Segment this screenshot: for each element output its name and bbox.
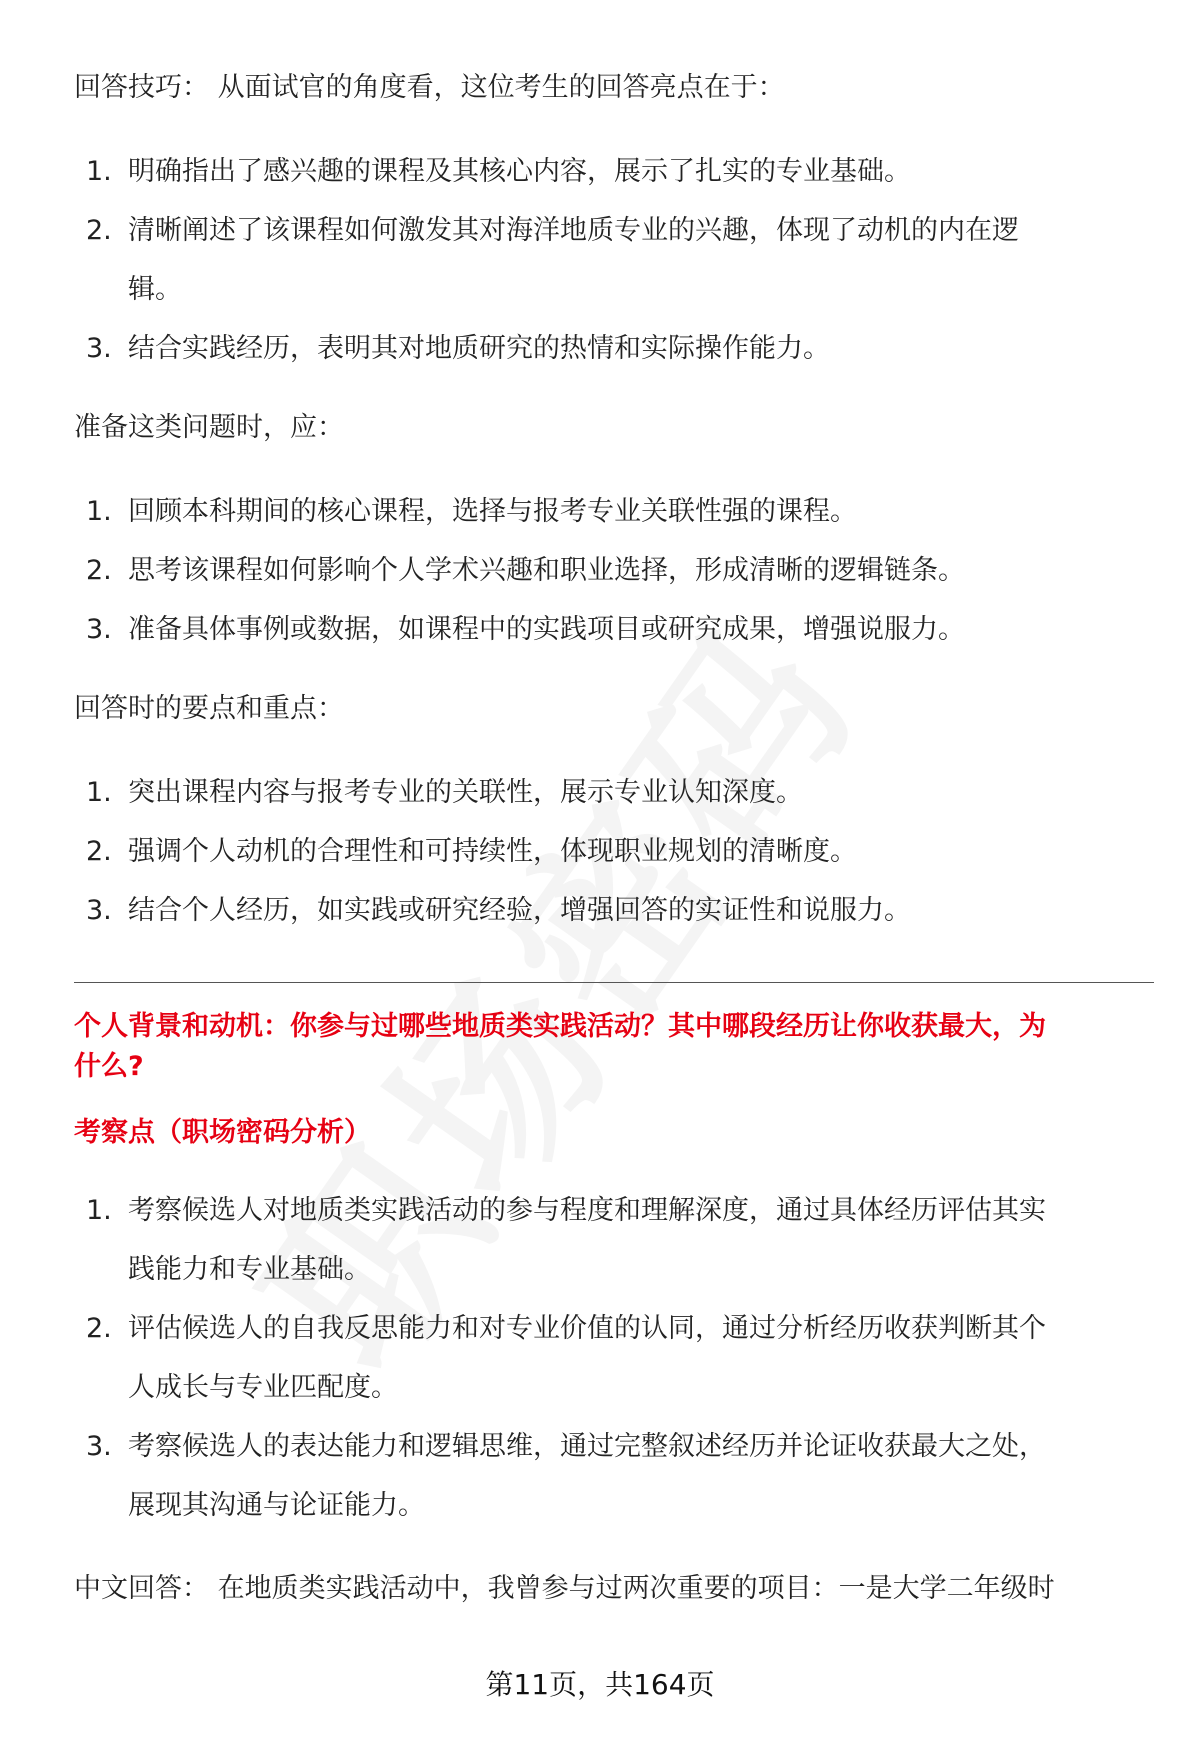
list-item-text: 思考该课程如何影响个人学术兴趣和职业选择，形成清晰的逻辑链条。 <box>128 555 965 586</box>
list-item-text: 考察候选人对地质类实践活动的参与程度和理解深度，通过具体经历评估其实 <box>128 1195 1046 1226</box>
analysis-heading: 考察点（职场密码分析） <box>74 1117 371 1148</box>
list-item <box>74 541 1154 600</box>
list-item <box>74 1417 1154 1535</box>
list-item <box>74 201 1154 319</box>
list-item-text: 回顾本科期间的核心课程，选择与报考专业关联性强的课程。 <box>128 496 857 527</box>
list-number: 3. <box>86 1431 112 1462</box>
answer-tips-list <box>74 142 1154 378</box>
list-number: 1. <box>86 777 112 808</box>
list-item-text: 准备具体事例或数据，如课程中的实践项目或研究成果，增强说服力。 <box>128 614 965 645</box>
list-item-text: 明确指出了感兴趣的课程及其核心内容，展示了扎实的专业基础。 <box>128 156 911 187</box>
list-number: 2. <box>86 555 112 586</box>
list-item <box>74 319 1154 378</box>
list-number: 1. <box>86 496 112 527</box>
list-item <box>74 600 1154 659</box>
key-points-intro: 回答时的要点和重点： <box>74 693 344 724</box>
list-item-text: 突出课程内容与报考专业的关联性，展示专业认知深度。 <box>128 777 803 808</box>
list-item <box>74 822 1154 881</box>
list-item <box>74 142 1154 201</box>
section-divider <box>74 982 1154 983</box>
list-item <box>74 881 1154 940</box>
answer-tips-intro: 回答技巧： 从面试官的角度看，这位考生的回答亮点在于： <box>74 72 785 103</box>
key-points-list <box>74 763 1154 940</box>
analysis-list <box>74 1181 1154 1535</box>
list-item-text-continued: 辑。 <box>128 274 182 305</box>
list-number: 3. <box>86 895 112 926</box>
list-item-text-continued: 践能力和专业基础。 <box>128 1254 371 1285</box>
list-item-text: 结合个人经历，如实践或研究经验，增强回答的实证性和说服力。 <box>128 895 911 926</box>
list-number: 1. <box>86 1195 112 1226</box>
page-footer: 第11页，共164页 <box>485 1668 715 1701</box>
list-item-text: 考察候选人的表达能力和逻辑思维，通过完整叙述经历并论证收获最大之处， <box>128 1431 1046 1462</box>
list-number: 2. <box>86 215 112 246</box>
list-item-text: 评估候选人的自我反思能力和对专业价值的认同，通过分析经历收获判断其个 <box>128 1313 1046 1344</box>
list-number: 2. <box>86 836 112 867</box>
chinese-answer: 中文回答： 在地质类实践活动中，我曾参与过两次重要的项目：一是大学二年级时 <box>74 1573 1055 1604</box>
list-item <box>74 482 1154 541</box>
list-item <box>74 763 1154 822</box>
question-line-2: 什么? <box>74 1051 144 1082</box>
list-item-text: 结合实践经历，表明其对地质研究的热情和实际操作能力。 <box>128 333 830 364</box>
list-number: 1. <box>86 156 112 187</box>
question-line-1: 个人背景和动机：你参与过哪些地质类实践活动？其中哪段经历让你收获最大，为 <box>74 1011 1046 1042</box>
list-number: 3. <box>86 333 112 364</box>
list-item-text: 清晰阐述了该课程如何激发其对海洋地质专业的兴趣，体现了动机的内在逻 <box>128 215 1019 246</box>
page-content <box>74 68 1154 1609</box>
question-heading <box>74 1007 1154 1087</box>
list-item-text-continued: 展现其沟通与论证能力。 <box>128 1490 425 1521</box>
prepare-list <box>74 482 1154 659</box>
list-number: 2. <box>86 1313 112 1344</box>
list-item <box>74 1299 1154 1417</box>
list-item-text-continued: 人成长与专业匹配度。 <box>128 1372 398 1403</box>
prepare-intro: 准备这类问题时，应： <box>74 412 344 443</box>
list-item <box>74 1181 1154 1299</box>
list-item-text: 强调个人动机的合理性和可持续性，体现职业规划的清晰度。 <box>128 836 857 867</box>
list-number: 3. <box>86 614 112 645</box>
